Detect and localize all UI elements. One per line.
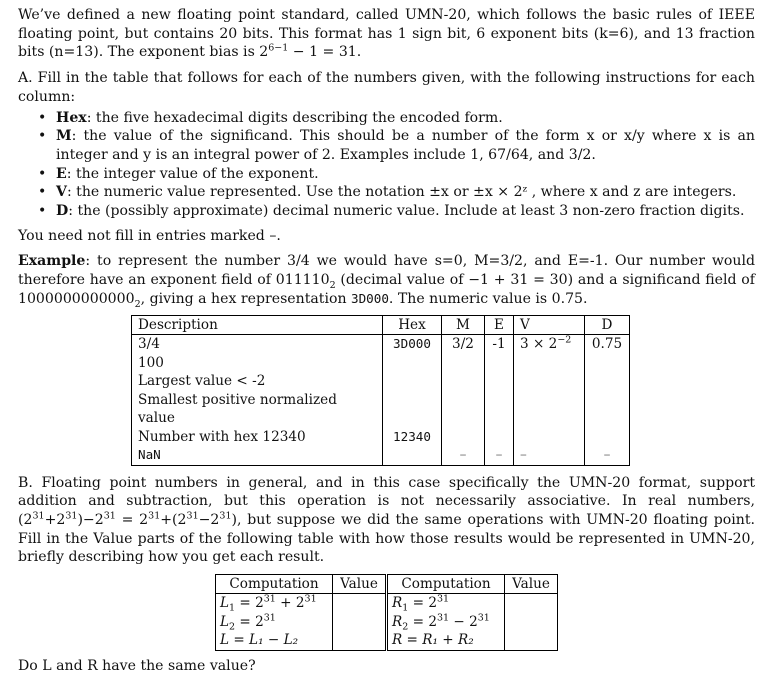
no-fill-note: You need not fill in entries marked –.: [18, 227, 281, 244]
table-row: [132, 335, 630, 354]
cell-m: 3/2: [442, 335, 485, 354]
cell-e: –: [485, 446, 514, 465]
cell-e: [485, 354, 514, 373]
cell-computation: $L_2 = 2^{31}$: [216, 613, 333, 631]
cell-hex: [383, 391, 442, 428]
cell-d: [585, 391, 630, 428]
cell-v: [514, 428, 585, 447]
cell-hex: 3D000: [383, 335, 442, 354]
cell-m: –: [442, 446, 485, 465]
table-row: [132, 372, 630, 391]
cell-v: $3 \times 2^{-2}$: [514, 335, 585, 354]
cell-m: [442, 391, 485, 428]
part-a-intro: A. Fill in the table that follows for each of the numbers given, with the following instructions for each column:: [18, 70, 755, 105]
cell-e: [485, 391, 514, 428]
cell-m: [442, 372, 485, 391]
table-row: [132, 391, 630, 428]
cell-value: [505, 631, 558, 650]
encoding-table: [131, 315, 630, 466]
cell-hex: 12340: [383, 428, 442, 447]
list-item: • Hex: the five hexadecimal digits describing the encoded form.: [36, 109, 755, 128]
part-b-paragraph: B. Floating point numbers in general, and in this case specifically the UMN-20 format, support addition and subtraction, but this operation is not necessarily associative. In real numbers, $(2^{31}+2^{31})-2^{31} = 2^{31}+(2^{31}-2^{31})$, but suppose we did the same operations with UMN-20 floating point. Fill in the Value parts of the following table with how those results would be represented in UMN-20, briefly describing how you get each result.: [18, 474, 755, 566]
table-row: [132, 428, 630, 447]
header-v: V: [514, 315, 585, 335]
cell-v: [514, 354, 585, 373]
cell-description: 100: [132, 354, 383, 373]
cell-e: [485, 428, 514, 447]
associativity-table: [215, 574, 558, 651]
cell-hex: [383, 354, 442, 373]
cell-m: [442, 428, 485, 447]
cell-e: -1: [485, 335, 514, 354]
cell-d: 0.75: [585, 335, 630, 354]
cell-description: 3/4: [132, 335, 383, 354]
header-description: Description: [132, 315, 383, 335]
header-computation-right: Computation: [387, 575, 505, 594]
cell-v: [514, 391, 585, 428]
example-paragraph: Example: to represent the number 3/4 we would have s=0, M=3/2, and E=-1. Our number would therefore have an exponent field of $011110_2$ (decimal value of −1 + 31 = 30) and a significand field of $1000000000000_2$, giving a hex representation 3D000. The numeric value is 0.75.: [18, 253, 755, 310]
header-d: D: [585, 315, 630, 335]
header-computation-left: Computation: [216, 575, 333, 594]
cell-computation: $R_1 = 2^{31}$: [387, 594, 505, 613]
table-row: [216, 631, 558, 650]
cell-d: [585, 354, 630, 373]
cell-v: –: [514, 446, 585, 465]
cell-d: –: [585, 446, 630, 465]
list-item: • E: the integer value of the exponent.: [36, 165, 755, 184]
header-value-right: Value: [505, 575, 558, 594]
list-item: • V: the numeric value represented. Use the notation ±x or ±x × 2ᶻ , where x and z are integers.: [36, 183, 755, 202]
cell-description: Smallest positive normalized value: [132, 391, 383, 428]
cell-d: [585, 372, 630, 391]
table-row: [216, 594, 558, 613]
cell-computation: L = L₁ − L₂: [216, 631, 333, 650]
list-item: • D: the (possibly approximate) decimal numeric value. Include at least 3 non-zero fraction digits.: [36, 202, 755, 221]
cell-value: [505, 594, 558, 613]
final-question: Do L and R have the same value?: [18, 657, 256, 674]
table-row: [132, 354, 630, 373]
table-header-row: [132, 315, 630, 335]
cell-hex: [383, 372, 442, 391]
header-m: M: [442, 315, 485, 335]
column-instructions: [18, 109, 755, 221]
cell-value: [333, 613, 387, 631]
header-e: E: [485, 315, 514, 335]
table-row: [216, 613, 558, 631]
list-item: • M: the value of the significand. This should be a number of the form x or x/y where x is an integer and y is an integral power of 2. Examples include 1, 67/64, and 3/2.: [36, 127, 755, 164]
table-row: [132, 446, 630, 465]
cell-value: [333, 631, 387, 650]
intro-paragraph: We’ve defined a new floating point standard, called UMN-20, which follows the basic rules of IEEE floating point, but contains 20 bits. This format has 1 sign bit, 6 exponent bits (k=6), and 13 fraction bits (n=13). The exponent bias is $2^{6-1} - 1 = 31$.: [18, 7, 755, 61]
cell-description: Number with hex 12340: [132, 428, 383, 447]
cell-computation: R = R₁ + R₂: [387, 631, 505, 650]
header-value-left: Value: [333, 575, 387, 594]
cell-description: Largest value < -2: [132, 372, 383, 391]
cell-computation: $L_1 = 2^{31} + 2^{31}$: [216, 594, 333, 613]
cell-hex: [383, 446, 442, 465]
cell-computation: $R_2 = 2^{31} - 2^{31}$: [387, 613, 505, 631]
cell-value: [333, 594, 387, 613]
cell-m: [442, 354, 485, 373]
header-hex: Hex: [383, 315, 442, 335]
cell-value: [505, 613, 558, 631]
cell-v: [514, 372, 585, 391]
cell-d: [585, 428, 630, 447]
cell-description: NaN: [132, 446, 383, 465]
cell-e: [485, 372, 514, 391]
table-header-row: [216, 575, 558, 594]
